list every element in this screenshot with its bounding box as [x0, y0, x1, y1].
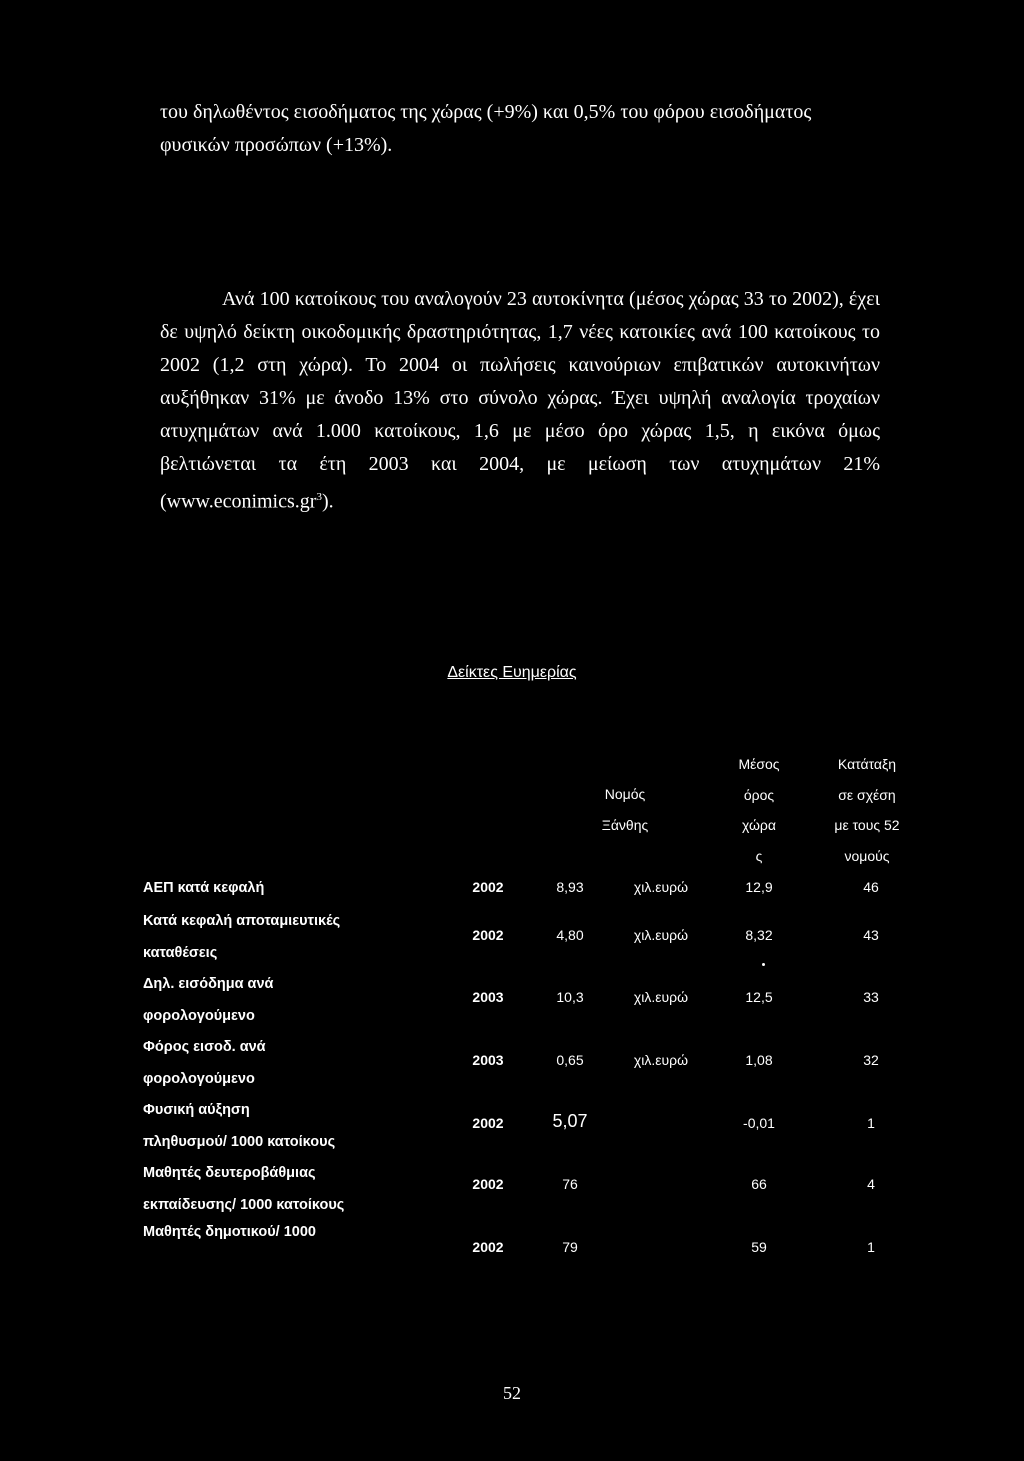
table-title: Δείκτες Ευημερίας — [447, 664, 577, 681]
cell-average: -0,01 — [743, 1115, 775, 1131]
row-label — [143, 968, 443, 1032]
row-label — [143, 1157, 443, 1221]
intro-line-1: του δηλωθέντος εισοδήματος της χώρας (+9%) και 0,5% του φόρου εισοδήματος — [160, 101, 812, 123]
row-label-line: Φόρος εισοδ. ανά — [143, 1039, 266, 1055]
cell-value: 79 — [562, 1239, 578, 1255]
cell-value: 5,07 — [552, 1111, 588, 1131]
cell-unit: χιλ.ευρώ — [633, 927, 689, 943]
header-average-line-2: όρος — [743, 786, 775, 803]
cell-average: 8,32 — [745, 927, 773, 943]
row-label-line: Μαθητές δευτεροβάθμιας — [143, 1165, 316, 1181]
cell-value: 10,3 — [556, 989, 584, 1005]
header-average — [716, 749, 802, 871]
cell-year: 2003 — [472, 989, 504, 1005]
row-label-line: Φυσική αύξηση — [143, 1102, 250, 1118]
row-label — [143, 872, 443, 904]
header-nomos-line-2: Ξάνθης — [601, 816, 649, 833]
row-label-line: ΑΕΠ κατά κεφαλή — [143, 880, 265, 896]
row-label-line: πληθυσμού/ 1000 κατοίκους — [143, 1134, 336, 1150]
header-rank-line-3: με τους 52 — [834, 817, 900, 833]
header-rank — [812, 749, 922, 871]
stray-dot — [762, 963, 765, 966]
cell-average: 66 — [751, 1176, 767, 1192]
body-text-end: ). — [321, 490, 334, 513]
cell-value: 0,65 — [556, 1052, 584, 1068]
cell-rank: 32 — [863, 1052, 879, 1068]
row-label-line: καταθέσεις — [143, 945, 218, 961]
header-average-line-1: Μέσος — [738, 756, 780, 772]
intro-paragraph — [160, 96, 880, 162]
cell-year: 2002 — [472, 1176, 504, 1192]
cell-year: 2002 — [472, 1115, 504, 1131]
cell-value: 8,93 — [556, 879, 584, 895]
row-label — [143, 1094, 443, 1158]
cell-year: 2002 — [472, 927, 504, 943]
body-paragraph — [160, 283, 880, 519]
cell-year: 2002 — [472, 1239, 504, 1255]
header-average-line-3: χώρα — [742, 817, 776, 833]
header-average-line-4: ς — [755, 847, 763, 864]
cell-average: 12,5 — [745, 989, 773, 1005]
row-label — [143, 1216, 443, 1248]
cell-year: 2003 — [472, 1052, 504, 1068]
row-label-line: Δηλ. εισόδημα ανά — [143, 976, 274, 992]
cell-value: 76 — [562, 1176, 578, 1192]
row-label — [143, 1031, 443, 1095]
page-number: 52 — [503, 1383, 521, 1403]
body-text: Ανά 100 κατοίκους του αναλογούν 23 αυτοκίνητα (μέσος χώρας 33 το 2002), έχει δε υψηλό δείκτη οικοδομικής δραστηριότητας, 1,7 νέες κατοικίες ανά 100 κατοίκους το 2002 (1,2 στη χώρα). Το 2004 οι πωλήσεις καινούριων επιβατικών αυτοκινήτων αυξήθηκαν 31% με άνοδο 13% στο σύνολο χώρας. Έχει υψηλή αναλογία τροχαίων ατυχημάτων ανά 1.000 κατοίκους, 1,6 με μέσο όρο χώρας 1,5, η εικόνα όμως βελτιώνεται τα έτη 2003 και 2004, με μείωση των ατυχημάτων 21%(www.econimics.gr — [160, 288, 880, 513]
header-rank-line-4: νομούς — [844, 847, 890, 864]
cell-rank: 1 — [867, 1115, 875, 1131]
header-nomos — [580, 779, 670, 840]
row-label-line: Μαθητές δημοτικού/ 1000 — [143, 1224, 316, 1240]
cell-average: 59 — [751, 1239, 767, 1255]
header-rank-line-1: Κατάταξη — [837, 756, 897, 772]
cell-rank: 4 — [867, 1176, 875, 1192]
row-label-line: φορολογούμενο — [143, 1071, 255, 1087]
header-rank-line-2: σε σχέση — [838, 786, 896, 803]
cell-value: 4,80 — [556, 927, 584, 943]
footnote-reference: 3 — [316, 491, 322, 503]
cell-rank: 1 — [867, 1239, 875, 1255]
row-label-line: φορολογούμενο — [143, 1008, 255, 1024]
row-label-line: Κατά κεφαλή αποταμιευτικές — [143, 913, 341, 929]
cell-average: 12,9 — [745, 879, 773, 895]
row-label-line: εκπαίδευσης/ 1000 κατοίκους — [143, 1197, 345, 1213]
cell-rank: 46 — [863, 879, 879, 895]
cell-average: 1,08 — [745, 1052, 773, 1068]
cell-year: 2002 — [472, 879, 504, 895]
cell-rank: 33 — [863, 989, 879, 1005]
cell-unit: χιλ.ευρώ — [633, 989, 689, 1005]
row-label — [143, 905, 443, 969]
intro-line-2: φυσικών προσώπων (+13%). — [160, 134, 393, 156]
cell-unit: χιλ.ευρώ — [633, 1052, 689, 1068]
header-nomos-line-1: Νομός — [604, 786, 646, 802]
cell-rank: 43 — [863, 927, 879, 943]
cell-unit: χιλ.ευρώ — [633, 879, 689, 895]
